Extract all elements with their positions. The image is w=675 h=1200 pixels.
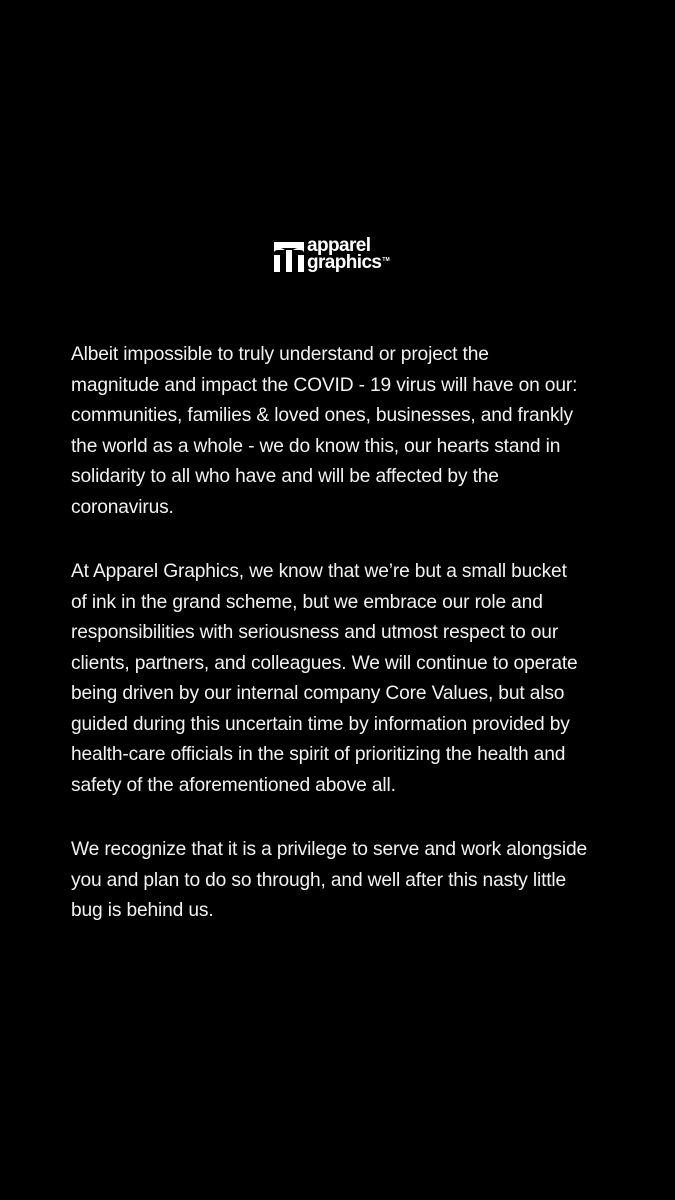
- logo-wordmark: [307, 235, 390, 273]
- paragraph-2: [71, 557, 611, 801]
- logo-word-graphics: graphics: [307, 252, 382, 273]
- paragraph-line: being driven by our internal company Core Values, but also: [71, 683, 565, 704]
- paragraph-line: of ink in the grand scheme, but we embrace our role and: [71, 591, 543, 613]
- paragraph-line: Albeit impossible to truly understand or project the: [71, 344, 489, 365]
- paragraph-line: you and plan to do so through, and well after this nasty little: [71, 869, 567, 891]
- paragraph-line: We recognize that it is a privilege to serve and work alongside: [71, 839, 587, 860]
- paragraph-line: clients, partners, and colleagues. We will continue to operate: [71, 652, 578, 674]
- logo-word-apparel: apparel: [307, 235, 371, 256]
- paragraph-line: magnitude and impact the COVID - 19 virus will have on our:: [71, 374, 578, 396]
- trademark-mark: TM: [382, 257, 390, 263]
- paragraph-line: safety of the aforementioned above all.: [71, 774, 396, 796]
- paragraph-line: At Apparel Graphics, we know that we’re but a small bucket: [71, 561, 567, 582]
- paragraph-line: bug is behind us.: [71, 900, 214, 921]
- paragraph-line: coronavirus.: [71, 496, 174, 518]
- paragraph-line: responsibilities with seriousness and utmost respect to our: [71, 622, 559, 643]
- paragraph-line: health-care officials in the spirit of prioritizing the health and: [71, 744, 566, 765]
- apparel-graphics-mark-icon: [273, 239, 305, 273]
- paragraph-line: communities, families & loved ones, businesses, and frankly: [71, 405, 573, 426]
- paragraph-line: guided during this uncertain time by information provided by: [71, 713, 570, 735]
- paragraph-1: [71, 340, 611, 523]
- paragraph-3: [71, 835, 611, 927]
- logo-word-graphics-row: [307, 252, 390, 273]
- paragraph-line: solidarity to all who have and will be affected by the: [71, 466, 499, 487]
- apparel-graphics-logo: [273, 235, 408, 274]
- paragraph-line: the world as a whole - we do know this, our hearts stand in: [71, 435, 561, 457]
- statement-body: [71, 340, 611, 961]
